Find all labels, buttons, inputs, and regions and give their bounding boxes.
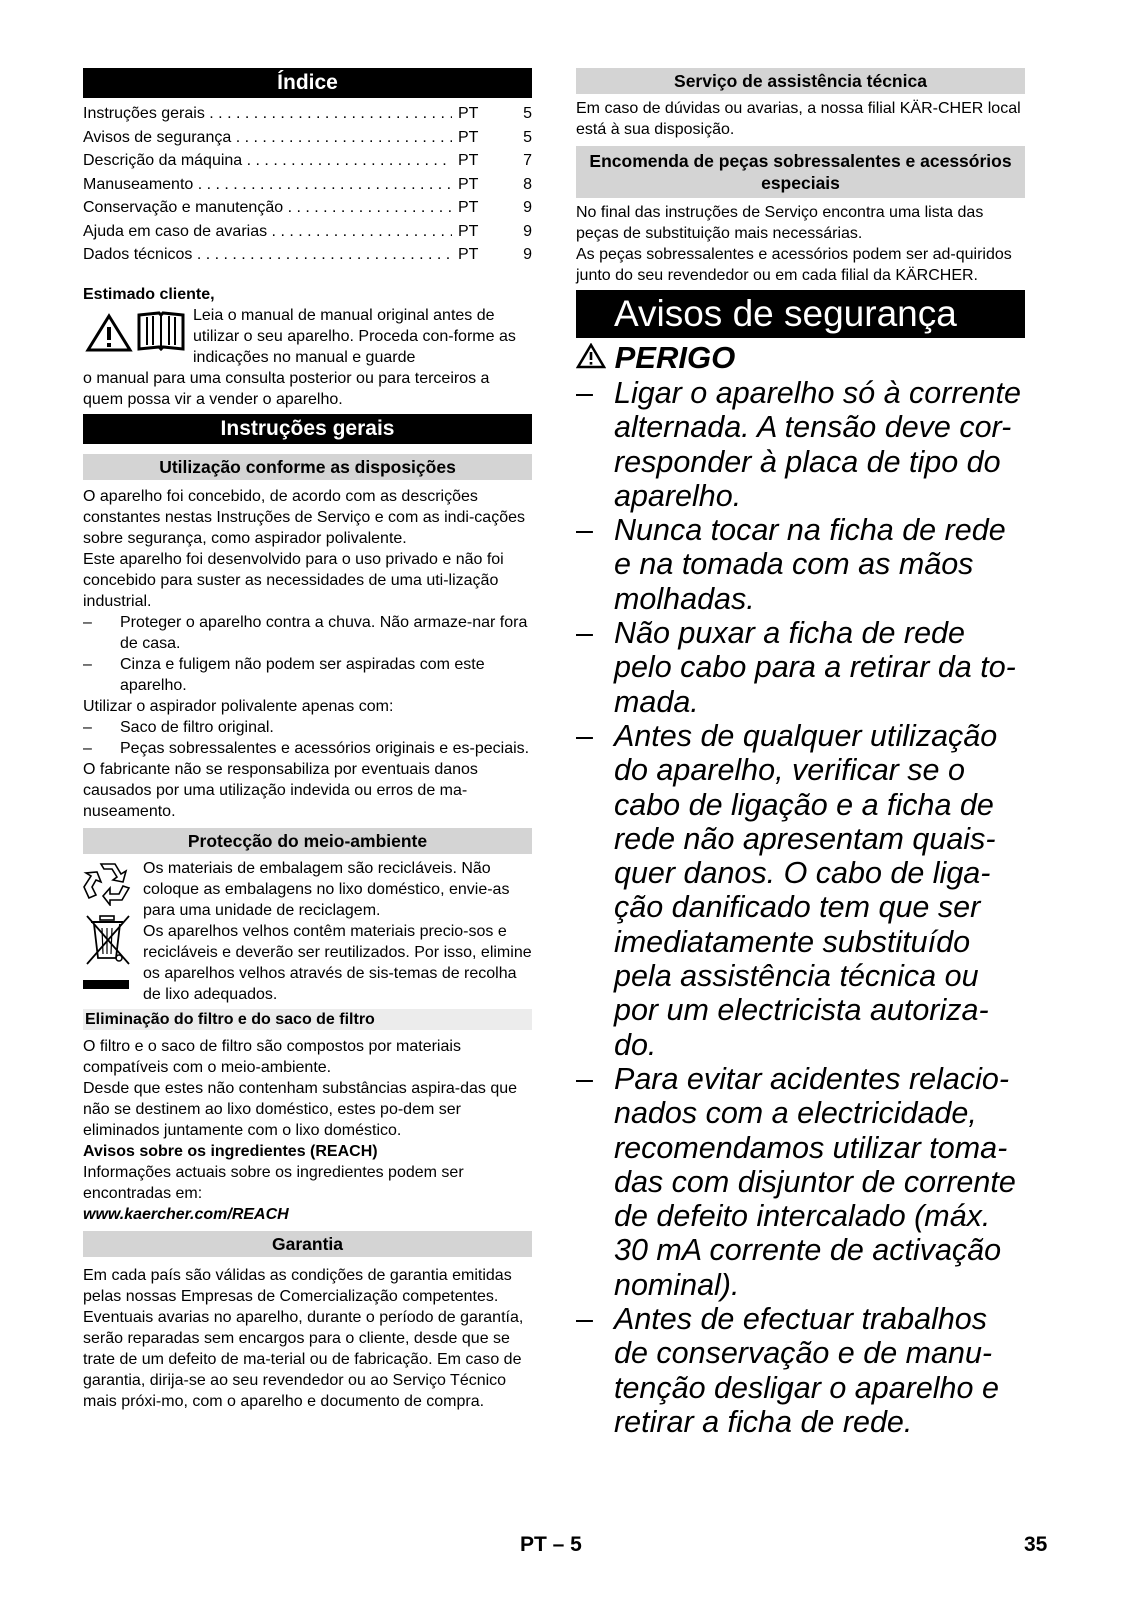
toc-entry[interactable]: [83, 126, 532, 150]
footer-section: PT – 5: [520, 1533, 582, 1556]
toc-entry-lang: PT: [452, 220, 494, 244]
toc-entry-page: 9: [523, 199, 532, 216]
right-column: [576, 68, 1025, 1439]
parts-p2: As peças sobressalentes e acessórios podem ser ad-quiridos junto do seu revendedor ou em cada filial da KÄRCHER.: [576, 246, 1012, 284]
toc-entry-title: Dados técnicos . . .: [83, 243, 452, 267]
list-item: – Saco de filtro original.: [83, 718, 274, 736]
toc-entry-title: Ajuda em caso de avarias . . .: [83, 220, 452, 244]
list-item: – Antes de qualquer utilização do aparelho, verificar se o cabo de ligação e a ficha de rede não apresentam quais-quer danos. O cabo de liga-ção danificado tem que ser imediatamente substituído pela assistência técnica ou por um electricista autoriza-do.: [576, 718, 998, 1062]
intro-block: [83, 305, 532, 368]
safety-title: Avisos de segurança: [576, 290, 1025, 338]
toc-entry-page: 9: [523, 246, 532, 263]
toc-entry-lang: PT: [452, 126, 494, 150]
filter-p1: O filtro e o saco de filtro são compostos por materiais compatíveis com o meio-ambiente.: [83, 1037, 461, 1076]
left-column: [83, 68, 532, 1412]
toc-entry-lang: PT: [452, 173, 494, 197]
toc-entry-page: 9: [523, 222, 532, 240]
use-p4: O fabricante não se responsabiliza por eventuais danos causados por uma utilização indevida ou erros de ma-nuseamento.: [83, 760, 478, 820]
env-heading: Protecção do meio-ambiente: [83, 828, 532, 854]
list-item: – Antes de efectuar trabalhos de conservação e de manu-tenção desligar o aparelho e retirar a ficha de rede.: [576, 1302, 999, 1439]
list-item: – Para evitar acidentes relacio-nados com a electricidade, recomendamos utilizar toma-das com disjuntor de corrente de defeito intercalado (máx. 30 mA corrente de activação nominal).: [576, 1061, 1016, 1302]
env-p1: Os materiais de embalagem são recicláveis. Não coloque as embalagens no lixo doméstico, envie-as para uma unidade de reciclagem.: [143, 859, 510, 919]
toc-entry[interactable]: [83, 220, 532, 244]
list-item: – Proteger o aparelho contra a chuva. Não armaze-nar fora de casa.: [83, 613, 528, 652]
toc-entry-page: 5: [523, 128, 532, 146]
toc-entry[interactable]: [83, 102, 532, 126]
env-p2: Os aparelhos velhos contêm materiais precio-sos e recicláveis e deverão ser reutilizados. Por isso, elimine os aparelhos velhos através de sis-temas de recolha de lixo adequados.: [143, 922, 532, 1003]
toc-entry-title: Instruções gerais . . .: [83, 102, 452, 126]
toc-entry-lang: PT: [452, 102, 494, 126]
toc-entry-page: 7: [523, 152, 532, 169]
reach-link[interactable]: www.kaercher.com/REACH: [83, 1205, 289, 1223]
toc-entry-page: 8: [523, 175, 532, 193]
warranty-heading: Garantia: [83, 1231, 532, 1257]
toc-list: [83, 102, 532, 267]
use-p1: O aparelho foi concebido, de acordo com as descrições constantes nestas Instruções de Serviço e com as indi-cações sobre segurança, como aspirador polivalente.: [83, 487, 525, 547]
manual-book-icon: [135, 309, 187, 353]
toc-entry[interactable]: [83, 196, 532, 220]
use-p3: Utilizar o aspirador polivalente apenas com:: [83, 697, 394, 715]
toc-entry-title: Avisos de segurança . . .: [83, 126, 452, 150]
warning-triangle-icon: [85, 313, 133, 353]
danger-heading: [576, 340, 1025, 376]
use-heading: Utilização conforme as disposições: [83, 454, 532, 480]
toc-entry-title: Descrição da máquina . . .: [83, 149, 452, 173]
parts-p1: No final das instruções de Serviço encontra uma lista das peças de substituição mais necessárias.: [576, 204, 984, 242]
warning-triangle-icon: [576, 343, 606, 369]
footer-page-number: 35: [1024, 1533, 1048, 1556]
toc-entry-lang: PT: [452, 149, 494, 173]
filter-p3: Informações actuais sobre os ingredientes podem ser encontradas em:: [83, 1163, 464, 1202]
reach-heading: Avisos sobre os ingredientes (REACH): [83, 1142, 378, 1160]
list-item: – Ligar o aparelho só à corrente alternada. A tensão deve cor-responder à placa de tipo do aparelho.: [576, 376, 1021, 513]
filter-heading: Eliminação do filtro e do saco de filtro: [83, 1009, 532, 1030]
toc-entry[interactable]: [83, 149, 532, 173]
crossed-bin-icon: [83, 914, 133, 1000]
toc-entry-title: Manuseamento . . .: [83, 173, 452, 197]
toc-entry[interactable]: [83, 243, 532, 267]
intro-heading: Estimado cliente,: [83, 285, 215, 303]
list-item: – Cinza e fuligem não podem ser aspiradas com este aparelho.: [83, 655, 485, 694]
intro-text-full: o manual para uma consulta posterior ou para terceiros a quem possa vir a vender o aparelho.: [83, 369, 490, 408]
toc-entry[interactable]: [83, 173, 532, 197]
recycle-icon: [83, 860, 133, 906]
env-block: [83, 858, 532, 1005]
toc-entry-title: Conservação e manutenção . . .: [83, 196, 452, 220]
toc-entry-lang: PT: [452, 243, 494, 267]
service-heading: Serviço de assistência técnica: [576, 68, 1025, 94]
toc-title: Índice: [83, 68, 532, 98]
warranty-p1: Em cada país são válidas as condições de garantia emitidas pelas nossas Empresas de Comercialização competentes. Eventuais avarias no aparelho, durante o período de garantía, serão reparadas sem encargos para o cliente, desde que se trate de um defeito de ma-terial ou de fabricação. Em caso de garantia, dirija-se ao seu revendedor ou ao Serviço Técnico mais próxi-mo, com o aparelho e documento de compra.: [83, 1266, 524, 1410]
use-p2: Este aparelho foi desenvolvido para o uso privado e não foi concebido para suster as necessidades de uma uti-lização industrial.: [83, 550, 504, 610]
toc-entry-lang: PT: [452, 196, 494, 220]
danger-label: PERIGO: [614, 340, 736, 375]
toc-entry-page: 5: [523, 105, 532, 122]
safety-list: [576, 376, 1025, 1439]
intro-icons: [83, 305, 193, 363]
intro-text-icon: Leia o manual de manual original antes de utilizar o seu aparelho. Proceda con-forme as indicações no manual e guarde: [193, 306, 516, 366]
service-p1: Em caso de dúvidas ou avarias, a nossa filial KÄR-CHER local está à sua disposição.: [576, 100, 1021, 138]
list-item: – Nunca tocar na ficha de rede e na tomada com as mãos molhadas.: [576, 513, 1006, 616]
list-item: – Não puxar a ficha de rede pelo cabo para a retirar da to-mada.: [576, 616, 1016, 719]
filter-p2: Desde que estes não contenham substâncias aspira-das que não se destinem ao lixo doméstico, estes po-dem ser eliminados juntamente com o lixo doméstico.: [83, 1079, 518, 1139]
list-item: – Peças sobressalentes e acessórios originais e es-peciais.: [83, 739, 530, 757]
parts-heading: Encomenda de peças sobressalentes e acessórios especiais: [576, 146, 1025, 198]
general-title: Instruções gerais: [83, 414, 532, 444]
env-icons: [83, 858, 143, 1005]
